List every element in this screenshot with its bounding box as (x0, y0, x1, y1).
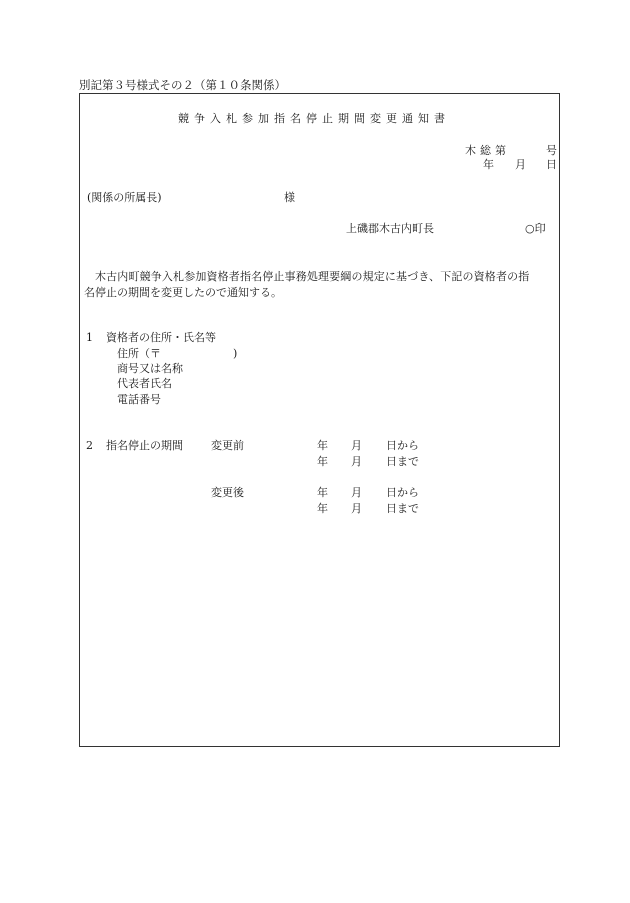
section1-number: 1 (86, 331, 93, 344)
seal-mark: ○印 (525, 222, 546, 235)
body-text-line-1: 木古内町競争入札参加資格者指名停止事務処理要綱の規定に基づき、下記の資格者の指 (95, 270, 530, 283)
document-number-prefix: 木総第 (465, 144, 510, 157)
address-field-label: 住所（〒 (117, 347, 161, 360)
before-from-month: 月 (351, 439, 362, 452)
after-from-day: 日から (386, 486, 419, 499)
before-from-day: 日から (386, 439, 419, 452)
phone-label: 電話番号 (117, 393, 161, 406)
form-header-label: 別記第３号様式その２（第１０条関係） (79, 78, 286, 92)
date-year: 年 (483, 158, 494, 171)
before-until-day: 日まで (386, 455, 419, 468)
document-number-suffix: 号 (546, 144, 557, 157)
after-until-day: 日まで (386, 502, 419, 515)
after-from-month: 月 (351, 486, 362, 499)
after-until-month: 月 (351, 502, 362, 515)
after-from-year: 年 (317, 486, 328, 499)
before-from-year: 年 (317, 439, 328, 452)
before-until-year: 年 (317, 455, 328, 468)
before-change-label: 変更前 (211, 439, 244, 452)
body-text-line-2: 名停止の期間を変更したので通知する。 (84, 286, 282, 299)
date-day: 日 (546, 158, 557, 171)
before-until-month: 月 (351, 455, 362, 468)
after-until-year: 年 (317, 502, 328, 515)
addressee-label: (関係の所属長) (87, 191, 162, 204)
date-month: 月 (515, 158, 526, 171)
sender-name: 上磯郡木古内町長 (346, 222, 434, 235)
after-change-label: 変更後 (211, 486, 244, 499)
section2-number: 2 (86, 439, 93, 452)
section2-heading: 指名停止の期間 (106, 439, 183, 452)
document-title: 競争入札参加指名停止期間変更通知書 (178, 112, 450, 125)
addressee-honorific: 様 (284, 191, 295, 204)
trade-name-label: 商号又は名称 (117, 362, 183, 375)
representative-label: 代表者氏名 (117, 377, 172, 390)
section1-heading: 資格者の住所・氏名等 (106, 331, 216, 344)
address-field-close: ) (233, 347, 238, 360)
